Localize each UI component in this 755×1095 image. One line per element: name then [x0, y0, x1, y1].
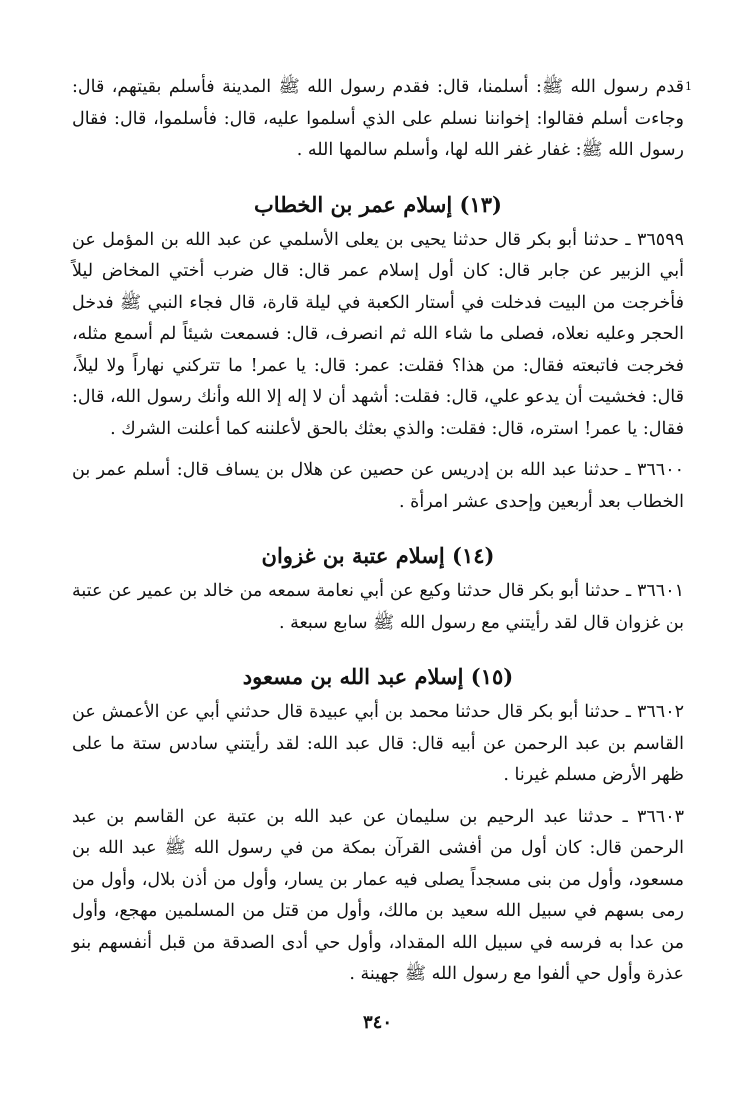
page-body	[72, 72, 692, 991]
hadith-36601: ٣٦٦٠١ ـ حدثنا أبو بكر قال حدثنا وكيع عن أبي نعامة سمعه من خالد بن عمير عن عتبة بن غزوان قال لقد رأيتني مع رسول الله ﷺ سابع سبعة .	[72, 581, 684, 633]
section-heading-umar: (١٣) إسلام عمر بن الخطاب	[254, 191, 502, 217]
footnote-marker: 1	[685, 80, 692, 93]
section-heading-utbah: (١٤) إسلام عتبة بن غزوان	[261, 543, 495, 568]
page-number: ٣٤٠	[362, 1012, 392, 1033]
hadith-36599: ٣٦٥٩٩ ـ حدثنا أبو بكر قال حدثنا يحيى بن يعلى الأسلمي عن عبد الله بن المؤمل عن أبي الزبير عن جابر قال: كان أول إسلام عمر قال: قال ضرب أختي المخاض ليلاً فأخرجت من البيت فدخلت في أستار الكعبة في ليلة قارة، قال فجاء النبي ﷺ فدخل الحجر وعليه نعلاه، فصلى ما شاء الله ثم انصرف، قال: فسمعت شيئاً لم أسمع مثله، فخرجت فاتبعته فقال: من هذا؟ فقلت: عمر: قال: يا عمر! ما تتركني نهاراً ولا ليلاً، قال: فخشيت أن يدعو علي، قال: فقلت: أشهد أن لا إله إلا الله وأنك رسول الله، قال: فقال: يا عمر! استره، قال: فقلت: والذي بعثك بالحق لأعلننه كما أعلنت الشرك .	[72, 229, 684, 439]
section-heading-ibn-masud: (١٥) إسلام عبد الله بن مسعود	[242, 664, 514, 689]
intro-paragraph: قدم رسول الله ﷺ: أسلمنا، قال: فقدم رسول الله ﷺ المدينة فأسلم بقيتهم، قال: وجاءت أسلم فقالوا: إخواننا نسلم على الذي أسلموا عليه، قال: فأسلموا، قال: فقال رسول الله ﷺ: غفار غفر الله لها، وأسلم سالمها الله .	[72, 77, 684, 160]
hadith-36600: ٣٦٦٠٠ ـ حدثنا عبد الله بن إدريس عن حصين عن هلال بن يساف قال: أسلم عمر بن الخطاب بعد أربعين وإحدى عشر امرأة .	[72, 460, 684, 512]
hadith-36602: ٣٦٦٠٢ ـ حدثنا أبو بكر قال حدثنا محمد بن أبي عبيدة قال حدثني أبي عن الأعمش عن القاسم بن عبد الرحمن عن أبيه قال: قال عبد الله: لقد رأيتني سادس ستة ما على ظهر الأرض مسلم غيرنا .	[72, 702, 684, 785]
hadith-36603: ٣٦٦٠٣ ـ حدثنا عبد الرحيم بن سليمان عن عبد الله بن عتبة عن القاسم بن عبد الرحمن قال: كان أول من أفشى القرآن بمكة من في رسول الله ﷺ عبد الله بن مسعود، وأول من بنى مسجداً يصلى فيه عمار بن يسار، وأول من أذن بلال، وأول من رمى بسهم في سبيل الله سعيد بن مالك، وأول من قتل من المسلمين مهجع، وأول من عدا به فرسه في سبيل الله المقداد، وأول حي أدى الصدقة من قبل أنفسهم بنو عذرة وأول حي ألفوا مع رسول الله ﷺ جهينة .	[72, 806, 684, 984]
